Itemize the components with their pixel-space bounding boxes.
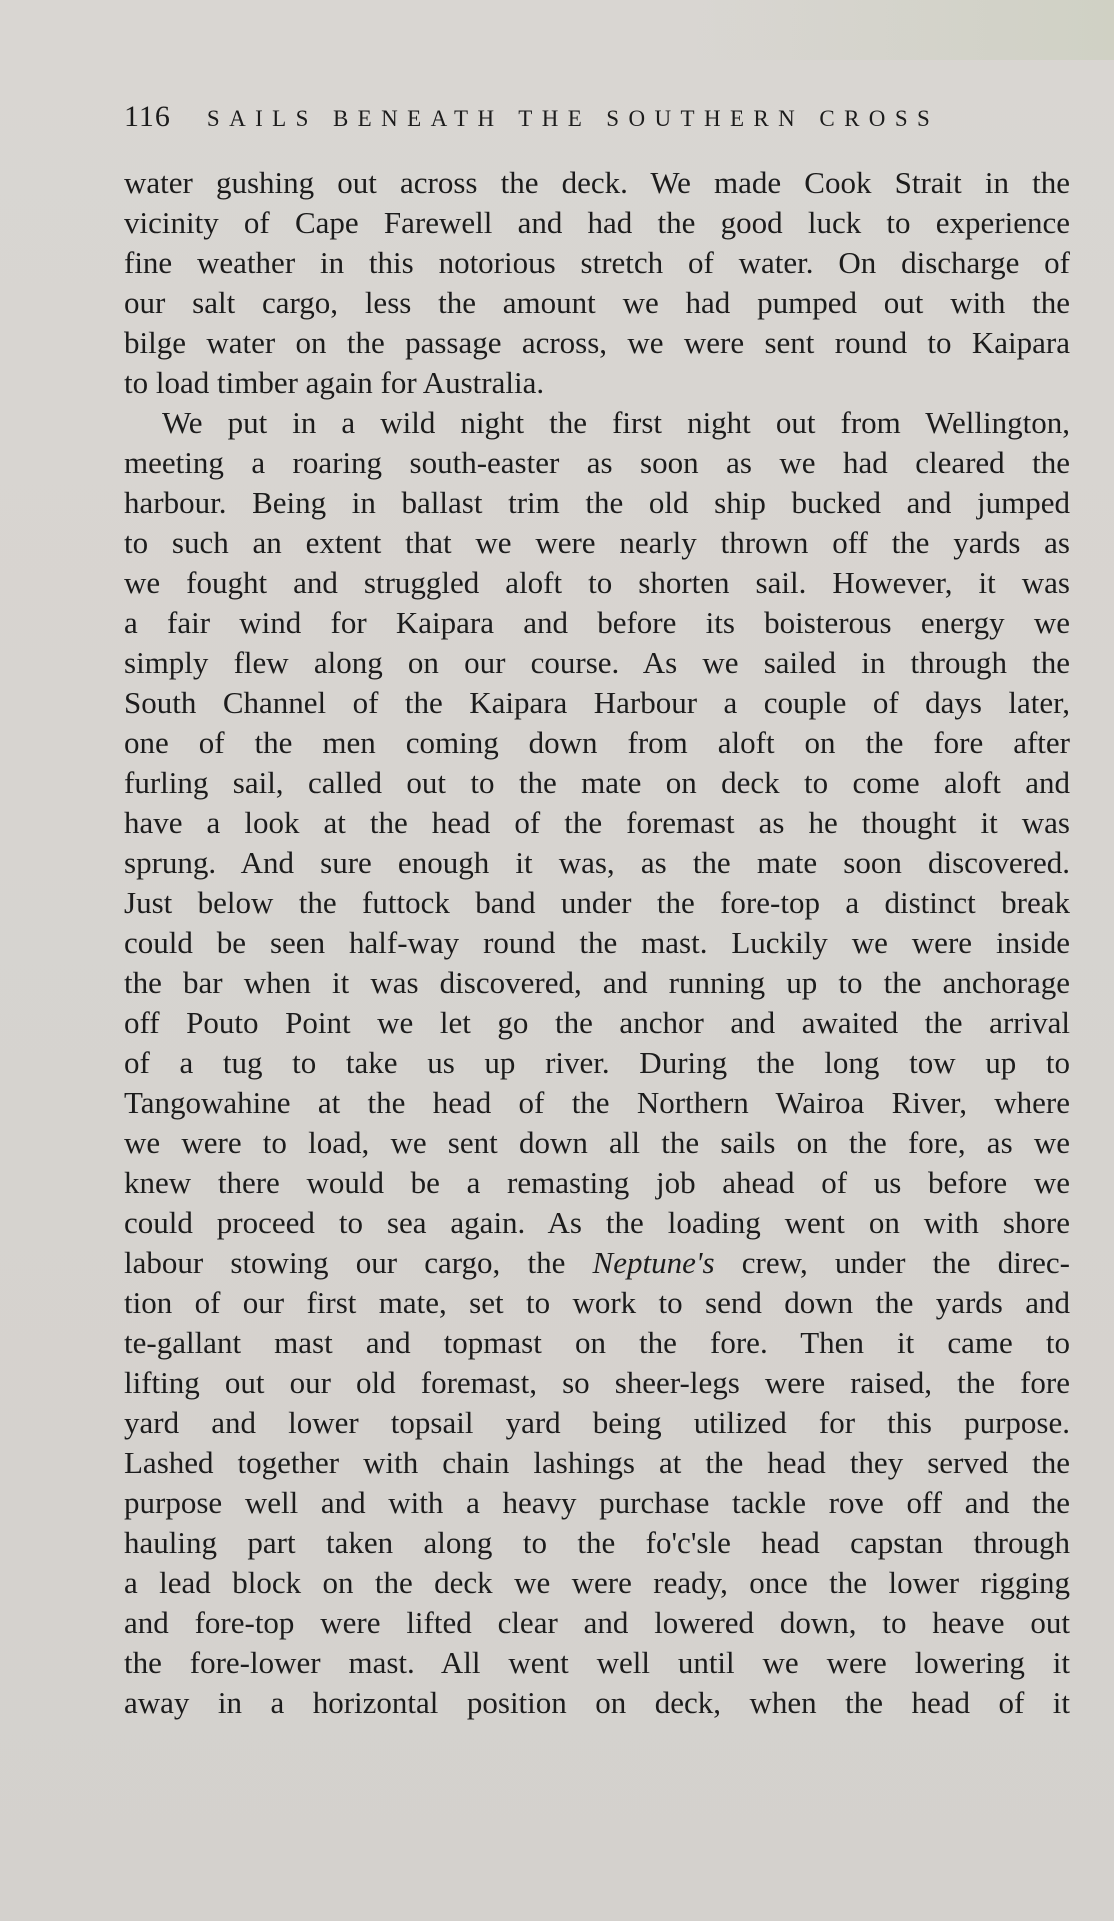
text-line: fine weather in this notorious stretch of water. On discharge of [124, 245, 1070, 280]
text-line: water gushing out across the deck. We made Cook Strait in the [124, 165, 1070, 200]
text-line: could be seen half-way round the mast. Luckily we were inside [124, 925, 1070, 960]
text-line: a lead block on the deck we were ready, once the lower rigging [124, 1565, 1070, 1600]
text-line: harbour. Being in ballast trim the old ship bucked and jumped [124, 485, 1070, 520]
text-line: off Pouto Point we let go the anchor and awaited the arrival [124, 1005, 1070, 1040]
text-line: we were to load, we sent down all the sails on the fore, as we [124, 1125, 1070, 1160]
text-line: a fair wind for Kaipara and before its boisterous energy we [124, 605, 1070, 640]
text-line: furling sail, called out to the mate on deck to come aloft and [124, 765, 1070, 800]
text-line: purpose well and with a heavy purchase tackle rove off and the [124, 1485, 1070, 1520]
text-line: hauling part taken along to the fo'c'sle head capstan through [124, 1525, 1070, 1560]
text-line: te-gallant mast and topmast on the fore. Then it came to [124, 1325, 1070, 1360]
text-line: tion of our first mate, set to work to send down the yards and [124, 1285, 1070, 1320]
text-line: knew there would be a remasting job ahead of us before we [124, 1165, 1070, 1200]
ship-name: Neptune's [592, 1245, 715, 1280]
text-line: simply flew along on our course. As we sailed in through the [124, 645, 1070, 680]
paragraph-start-line: We put in a wild night the first night out from Wellington, [162, 405, 1070, 440]
book-title: SAILS BENEATH THE SOUTHERN CROSS [206, 106, 940, 131]
text-line: the bar when it was discovered, and running up to the anchorage [124, 965, 1070, 1000]
body-text [124, 163, 1070, 1723]
text-line: Lashed together with chain lashings at the head they served the [124, 1445, 1070, 1480]
text-line: vicinity of Cape Farewell and had the good luck to experience [124, 205, 1070, 240]
page-discoloration [694, 0, 1114, 60]
text-line: sprung. And sure enough it was, as the mate soon discovered. [124, 845, 1070, 880]
text-line: bilge water on the passage across, we were sent round to Kaipara [124, 325, 1070, 360]
text-segment: labour stowing our cargo, the [124, 1245, 593, 1280]
text-line: our salt cargo, less the amount we had pumped out with the [124, 285, 1070, 320]
text-segment: crew, under the direc- [714, 1245, 1070, 1280]
text-line: have a look at the head of the foremast as he thought it was [124, 805, 1070, 840]
text-line: and fore-top were lifted clear and lowered down, to heave out [124, 1605, 1070, 1640]
text-line: yard and lower topsail yard being utilized for this purpose. [124, 1405, 1070, 1440]
text-line: we fought and struggled aloft to shorten sail. However, it was [124, 565, 1070, 600]
running-head [124, 100, 1029, 144]
text-line: meeting a roaring south-easter as soon as we had cleared the [124, 445, 1070, 480]
page-number: 116 [124, 100, 171, 133]
text-line-with-ship-name [124, 1243, 1070, 1283]
text-line: away in a horizontal position on deck, when the head of it [124, 1685, 1070, 1720]
text-line: the fore-lower mast. All went well until we were lowering it [124, 1645, 1070, 1680]
text-line: to such an extent that we were nearly thrown off the yards as [124, 525, 1070, 560]
text-line: of a tug to take us up river. During the long tow up to [124, 1045, 1070, 1080]
text-line: could proceed to sea again. As the loading went on with shore [124, 1205, 1070, 1240]
text-line: one of the men coming down from aloft on the fore after [124, 725, 1070, 760]
text-line: Just below the futtock band under the fore-top a distinct break [124, 885, 1070, 920]
text-line: South Channel of the Kaipara Harbour a couple of days later, [124, 685, 1070, 720]
text-line: Tangowahine at the head of the Northern Wairoa River, where [124, 1085, 1070, 1120]
text-line: to load timber again for Australia. [124, 365, 545, 400]
text-line: lifting out our old foremast, so sheer-legs were raised, the fore [124, 1365, 1070, 1400]
